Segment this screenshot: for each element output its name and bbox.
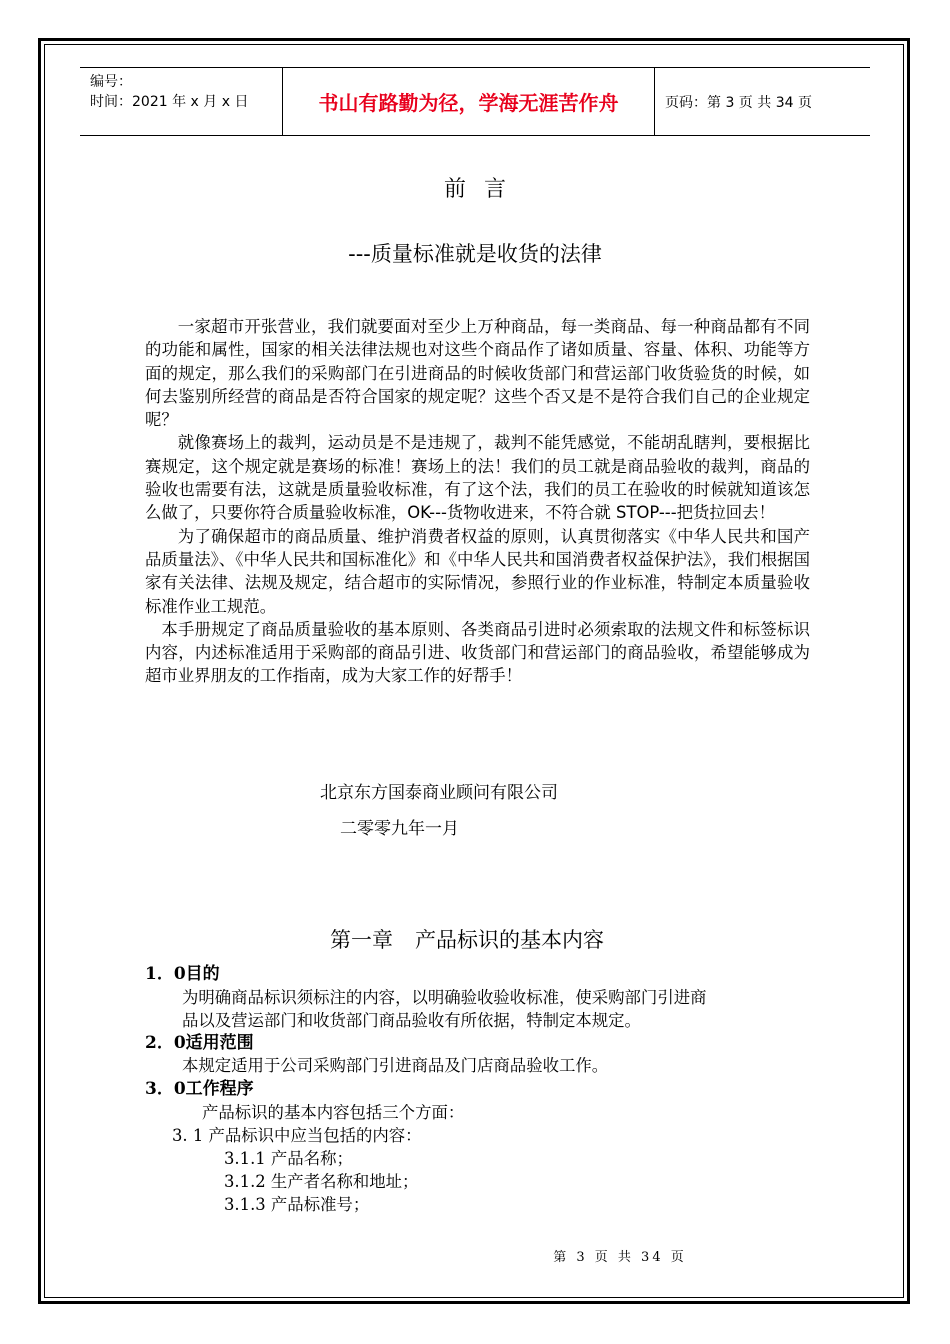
section-1-heading <box>145 962 220 986</box>
section-number: 2．0 <box>145 1033 186 1053</box>
subsection-3-1: 3. 1 产品标识中应当包括的内容： <box>172 1126 422 1145</box>
list-item: 3.1.2 生产者名称和地址； <box>224 1172 419 1191</box>
preface-paragraph: 就像赛场上的裁判，运动员是不是违规了，裁判不能凭感觉，不能胡乱瞎判，要根据比赛规定，这个规定就是赛场的标准！赛场上的法！我们的员工就是商品验收的裁判，商品的验收也需要有法，这就是质量验收标准，有了这个法，我们的员工在验收的时候就知道该怎么做了，只要你符合质量验收标准，OK---货物收进来，不符合就 STOP---把货拉回去！ <box>145 433 810 523</box>
document-number-label: 编号： <box>90 74 132 90</box>
header-motto: 书山有路勤为径，学海无涯苦作舟 <box>283 68 655 135</box>
section-title: 目的 <box>185 964 220 984</box>
header-page-info: 页码：第 3 页 共 34 页 <box>665 94 812 111</box>
section-2-text: 本规定适用于公司采购部门引进商品及门店商品验收工作。 <box>182 1056 609 1075</box>
preface-paragraph: 本手册规定了商品质量验收的基本原则、各类商品引进时必须索取的法规文件和标签标识内容，内述标准适用于采购部的商品引进、收货部门和营运部门的商品验收，希望能够成为超市业界朋友的工作指南，成为大家工作的好帮手！ <box>145 619 810 686</box>
chapter-heading <box>0 924 934 954</box>
preface-paragraph: 为了确保超市的商品质量、维护消费者权益的原则，认真贯彻落实《中华人民共和国产品质量法》、《中华人民共和国标准化》和《中华人民共和国消费者权益保护法》，我们根据国家有关法律、法规及规定，结合超市的实际情况，参照行业的作业标准，特制定本质量验收标准作业工规范。 <box>145 526 810 616</box>
signature-date: 二零零九年一月 <box>340 819 459 839</box>
chapter-title: 产品标识的基本内容 <box>415 928 604 952</box>
list-item: 3.1.1 产品名称； <box>224 1149 353 1168</box>
preface-paragraph: 一家超市开张营业，我们就要面对至少上万种商品，每一类商品、每一种商品都有不同的功能和属性，国家的相关法律法规也对这些个商品作了诸如质量、容量、体积、功能等方面的规定，那么我们的采购部门在引进商品的时候收货部门和营运部门收货验货的时候，如何去鉴别所经营的商品是否符合国家的规定呢？这些个否又是不是符合我们自己的企业规定呢？ <box>145 317 810 430</box>
preface-body <box>145 315 810 688</box>
section-2-heading <box>145 1031 254 1055</box>
page-header <box>80 67 870 136</box>
chapter-number: 第一章 <box>330 928 393 952</box>
section-title: 工作程序 <box>185 1079 254 1099</box>
preface-title: 前言 <box>443 177 524 202</box>
section-1-text: 品以及营运部门和收货部门商品验收有所依据，特制定本规定。 <box>182 1011 641 1030</box>
company-signature: 北京东方国泰商业顾问有限公司 <box>320 783 558 803</box>
section-number: 1．0 <box>145 964 186 984</box>
section-number: 3．0 <box>145 1079 186 1099</box>
section-3-intro: 产品标识的基本内容包括三个方面： <box>202 1103 465 1122</box>
list-item: 3.1.3 产品标准号； <box>224 1195 370 1214</box>
page-footer: 第 3 页 共 34 页 <box>553 1250 687 1265</box>
section-title: 适用范围 <box>185 1033 254 1053</box>
section-3-heading <box>145 1077 254 1101</box>
header-meta <box>80 68 283 135</box>
section-1-text: 为明确商品标识须标注的内容，以明确验收验收标准，使采购部门引进商 <box>182 988 707 1007</box>
preface-subtitle: ---质量标准就是收货的法律 <box>348 242 602 266</box>
document-date: 时间：2021 年 x 月 x 日 <box>90 94 249 110</box>
